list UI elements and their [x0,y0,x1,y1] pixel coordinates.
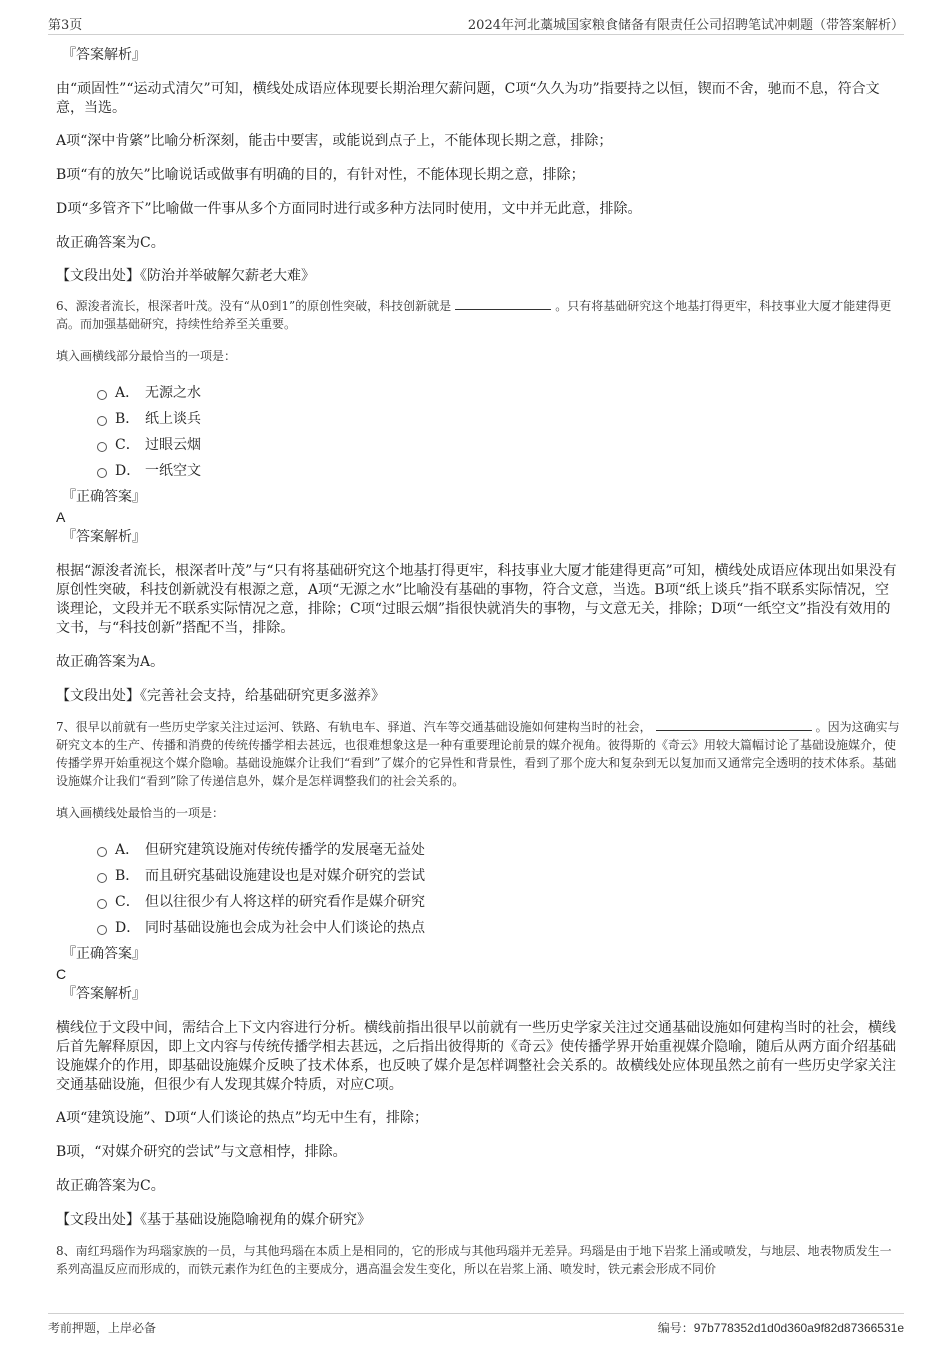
q7-correct-label: 『正确答案』 [62,946,146,962]
q7-option-d[interactable]: D． 同时基础设施也会成为社会中人们谈论的热点 [56,915,900,941]
q6-analysis: 根据“源浚者流长，根深者叶茂”与“只有将基础研究这个地基打得更牢，科技事业大厦才能建得更高”可知，横线处成语应体现出如果没有原创性突破，科技创新就没有根源之意，A项“无源之水”比喻没有基础的事物，符合文意，当选。B项“纸上谈兵”指不联系实际情况，空谈理论，文段并无不联系实际情况之意，排除；C项“过眼云烟”指很快就消失的事物，与文意无关，排除；D项“一纸空文”指没有效用的文书，与“科技创新”搭配不当，排除。 [56,563,897,636]
q5-conclusion: 故正确答案为C。 [56,235,165,251]
q6-analysis-label: 『答案解析』 [62,529,146,545]
q5-option-d-note: D项“多管齐下”比喻做一件事从多个方面同时进行或多种方法同时使用，文中并无此意，排除。 [56,201,642,217]
radio-icon[interactable] [97,899,107,909]
radio-icon[interactable] [97,390,107,400]
q6-option-d[interactable]: D． 一纸空文 [56,458,900,484]
q6-prompt: 填入画横线部分最恰当的一项是： [56,349,237,363]
q6-blank [455,296,551,310]
footer-slogan: 考前押题，上岸必备 [48,1321,157,1335]
q7-analysis-label: 『答案解析』 [62,986,146,1002]
q7-correct-answer: C [56,966,67,982]
q7-option-b[interactable]: B． 而且研究基础设施建设也是对媒介研究的尝试 [56,863,900,889]
q7-stem-part2: 。因为这确实与研究文本的生产、传播和消费的传统传播学相去甚远，也很难想象这是一种有重要理论前景的媒介视角。彼得斯的《奇云》用较大篇幅讨论了基础设施媒介，使传播学界开始重视这个媒介隐喻。基础设施媒介让我们“看到”了媒介的它异性和背景性，看到了那个庞大和复杂到无以复加而又通常完全透明的技术体系。基础设施媒介让我们“看到”除了传递信息外，媒介是怎样调整我们的社会关系的。 [56,720,900,788]
radio-icon[interactable] [97,847,107,857]
radio-icon[interactable] [97,925,107,935]
q7-prompt: 填入画横线处最恰当的一项是： [56,806,225,820]
q7-source: 【文段出处】《基于基础设施隐喻视角的媒介研究》 [56,1212,371,1228]
page-header [48,14,904,35]
radio-icon[interactable] [97,873,107,883]
document-code [658,1319,904,1336]
radio-icon[interactable] [97,442,107,452]
q6-correct-label: 『正确答案』 [62,489,146,505]
q6-stem [56,296,900,333]
code-label: 编号： [657,1321,694,1335]
q5-option-a-note: A项“深中肯綮”比喻分析深刻，能击中要害，或能说到点子上，不能体现长期之意，排除； [56,133,613,149]
q6-conclusion: 故正确答案为A。 [56,654,165,670]
q7-stem [56,717,900,790]
radio-icon[interactable] [97,468,107,478]
q7-option-ad-note: A项“建筑设施”、D项“人们谈论的热点”均无中生有，排除； [56,1110,428,1126]
q7-options [56,837,900,941]
code-value: 97b778352d1d0d360a9f82d87366531e [693,1321,904,1335]
document-body [56,46,900,1278]
q5-analysis-label: 『答案解析』 [62,47,146,63]
q7-stem-part1: 7、很早以前就有一些历史学家关注过运河、铁路、有轨电车、驿道、汽车等交通基础设施如何建构当时的社会， [56,720,652,734]
q5-source: 【文段出处】《防治并举破解欠薪老大难》 [56,268,315,284]
q7-conclusion: 故正确答案为C。 [56,1178,165,1194]
q7-blank [656,717,812,731]
q6-option-a[interactable]: A． 无源之水 [56,380,900,406]
page-number: 第3页 [48,18,83,33]
q7-option-c[interactable]: C． 但以往很少有人将这样的研究看作是媒介研究 [56,889,900,915]
q6-option-b[interactable]: B． 纸上谈兵 [56,406,900,432]
document-title: 2024年河北藁城国家粮食储备有限责任公司招聘笔试冲刺题（带答案解析） [467,18,904,33]
page-footer [48,1313,904,1338]
q5-analysis: 由“顽固性”“运动式清欠”可知，横线处成语应体现要长期治理欠薪问题，C项“久久为功”指要持之以恒，锲而不舍，驰而不息，符合文意，当选。 [56,81,880,116]
q7-option-b-note: B项，“对媒介研究的尝试”与文意相悖，排除。 [56,1144,347,1160]
q6-stem-part1: 6、源浚者流长，根深者叶茂。没有“从0到1”的原创性突破，科技创新就是 [56,299,452,313]
q8-stem: 8、南红玛瑙作为玛瑙家族的一员，与其他玛瑙在本质上是相同的，它的形成与其他玛瑙并无差异。玛瑙是由于地下岩浆上涌或喷发，与地层、地表物质发生一系列高温反应而形成的，而铁元素作为红色的主要成分，遇高温会发生变化，所以在岩浆上涌、喷发时，铁元素会形成不同价 [56,1244,892,1276]
q7-option-a[interactable]: A． 但研究建筑设施对传统传播学的发展毫无益处 [56,837,900,863]
q6-stem-part2: 。只有将基础研究这个地基打得更牢，科技事业大厦才能建得更高。而加强基础研究，持续性给养至关重要。 [56,299,892,331]
q6-source: 【文段出处】《完善社会支持，给基础研究更多滋养》 [56,688,385,704]
radio-icon[interactable] [97,416,107,426]
q7-analysis: 横线位于文段中间，需结合上下文内容进行分析。横线前指出很早以前就有一些历史学家关注过交通基础设施如何建构当时的社会，横线后首先解释原因，即上文内容与传统传播学相去甚远，之后指出彼得斯的《奇云》使传播学界开始重视媒介隐喻，随后从两方面介绍基础设施媒介的作用，即基础设施媒介反映了技术体系，也反映了媒介是怎样调整社会关系的。故横线处应体现虽然之前有一些历史学家关注交通基础设施，但很少有人发现其媒介特质，对应C项。 [56,1020,896,1093]
q6-options [56,380,900,484]
q6-correct-answer: A [56,509,66,525]
q5-option-b-note: B项“有的放矢”比喻说话或做事有明确的目的，有针对性，不能体现长期之意，排除； [56,167,585,183]
q6-option-c[interactable]: C． 过眼云烟 [56,432,900,458]
